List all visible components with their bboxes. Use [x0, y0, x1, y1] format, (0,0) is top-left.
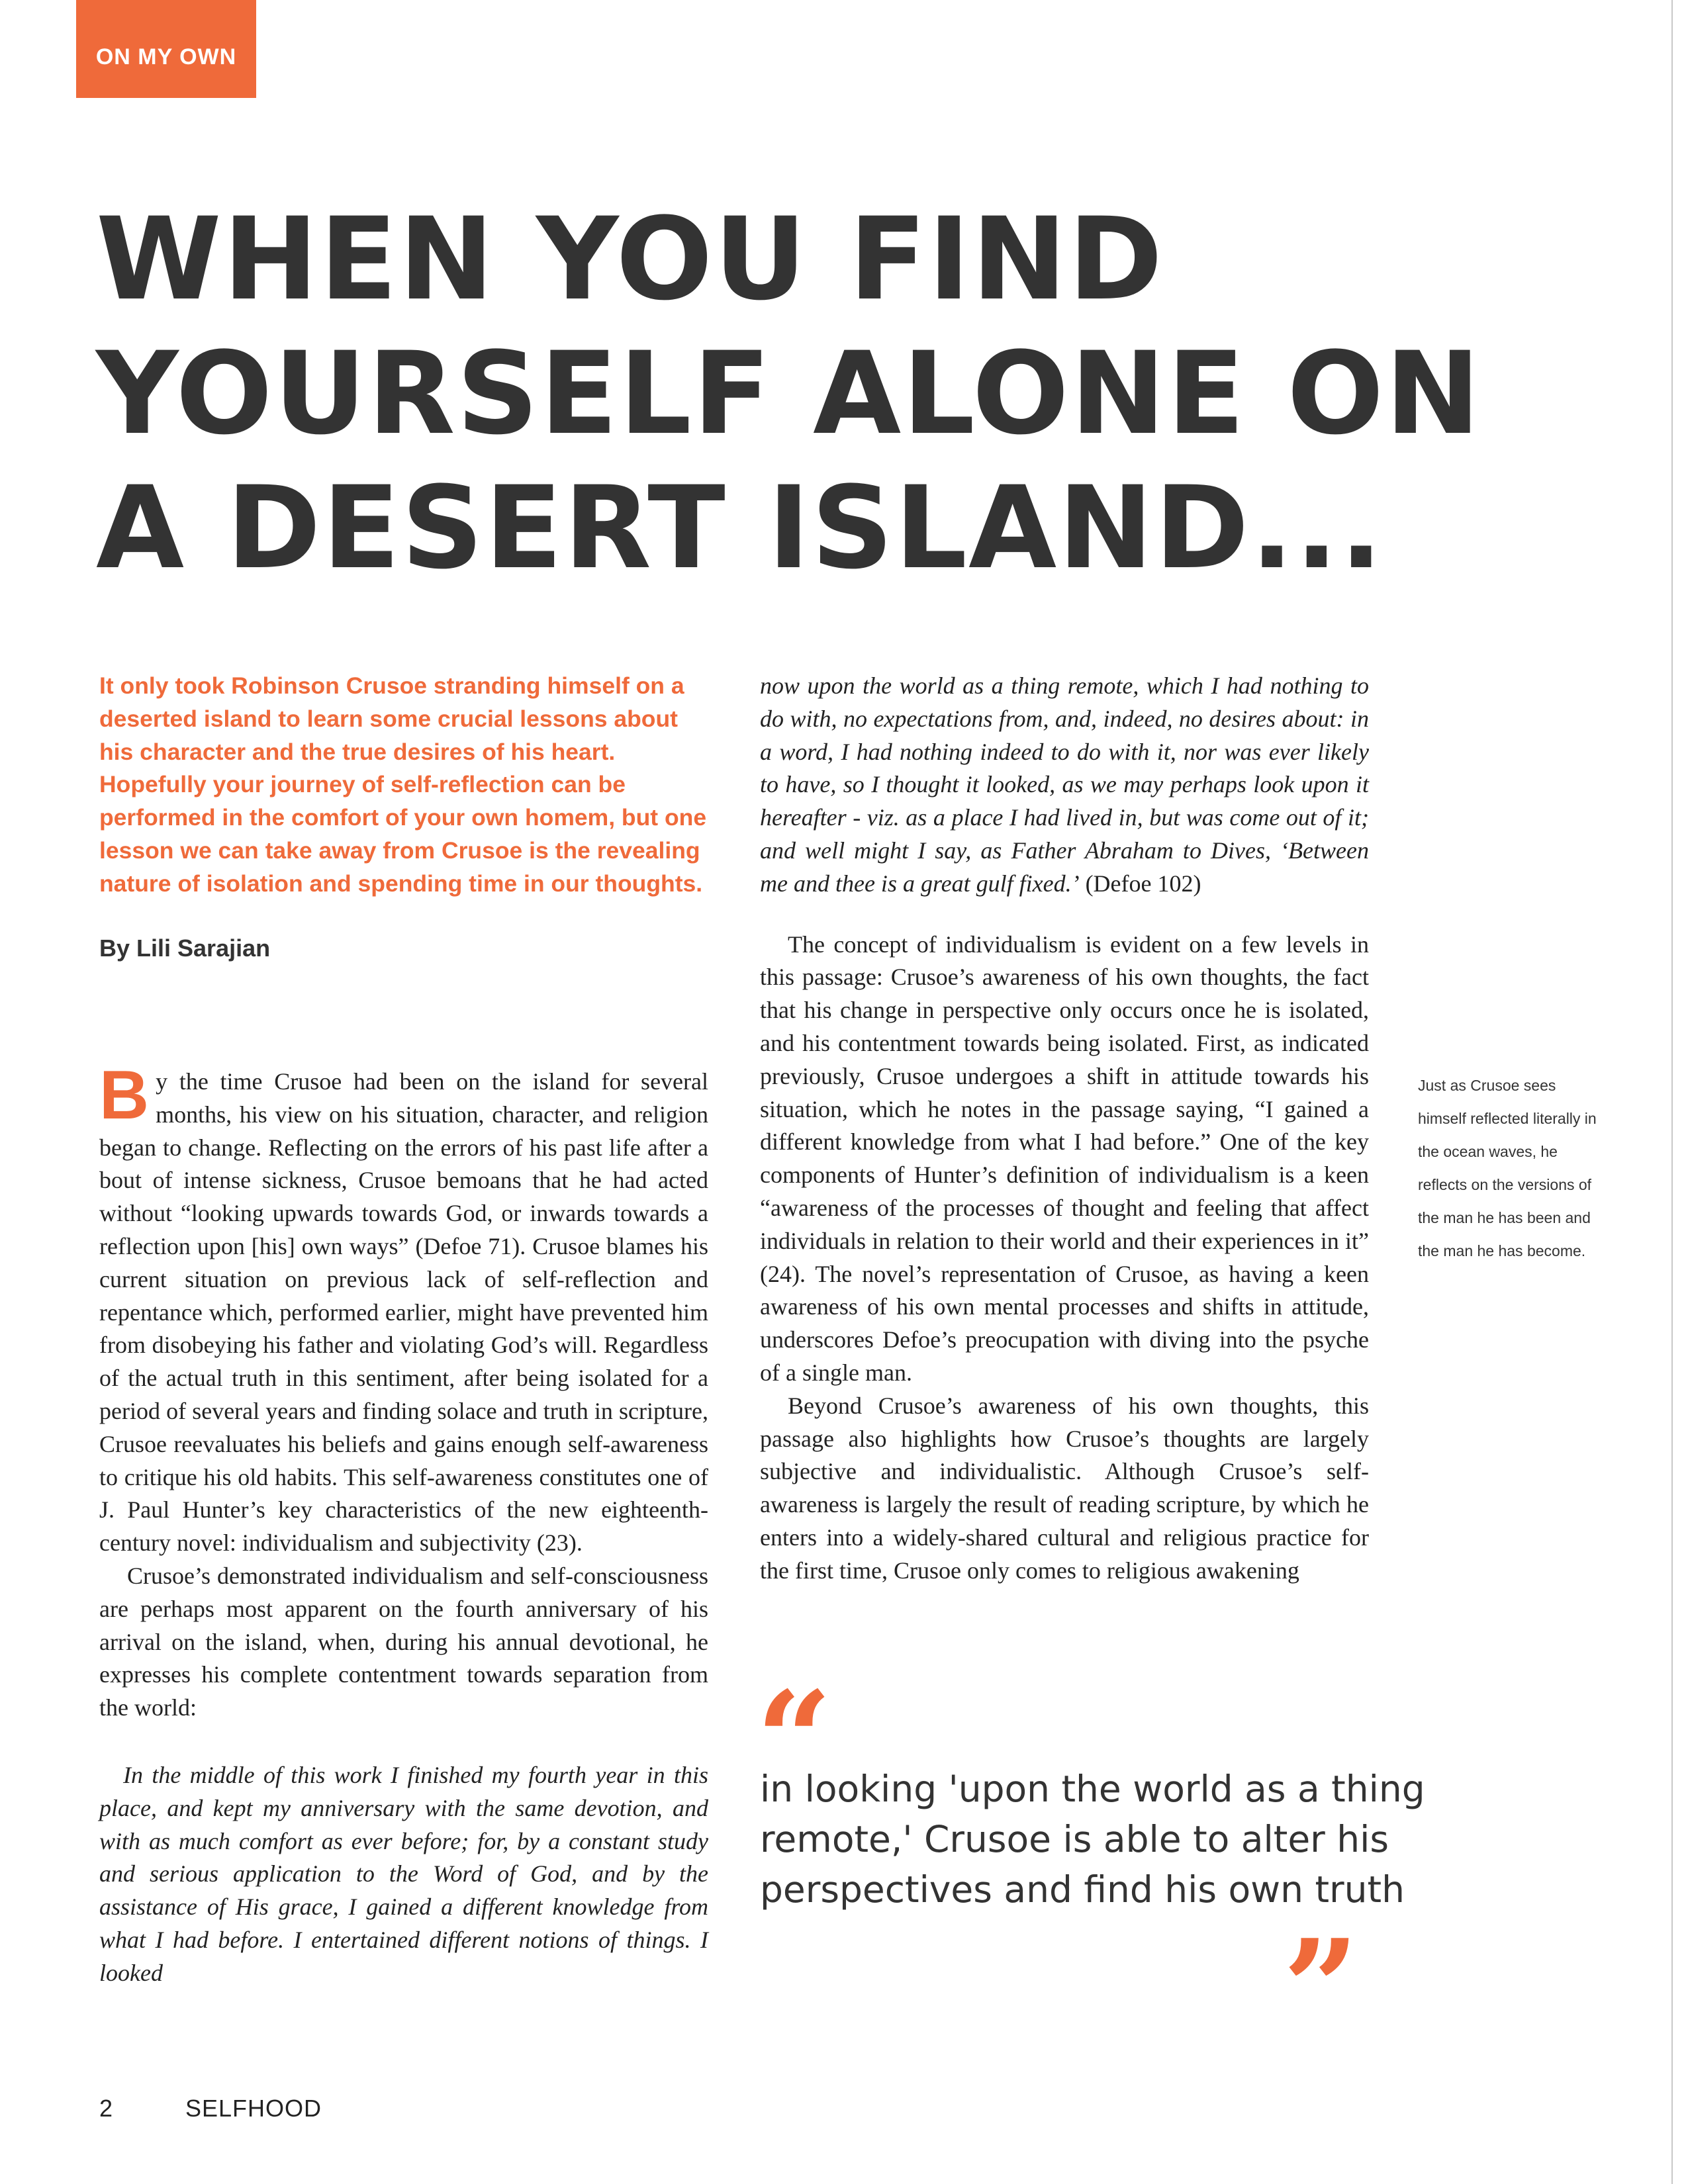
section-tag: ON MY OWN	[76, 0, 256, 98]
page-number: 2	[99, 2095, 113, 2122]
block-quote-part-2-text: now upon the world as a thing remote, which I had nothing to do with, no expectations from, and, indeed, no desires about: in a word, I had nothing indeed to do with it, nor was ever likely to have, so I thought it looked, as we may perhaps look upon it hereafter - viz. as a place I had lived in, but was come out of it; and well might I say, as Father Abraham to Dives, ‘Between me and thee is a great gulf fixed.’	[760, 672, 1369, 897]
body-column-right	[760, 670, 1369, 1588]
side-caption: Just as Crusoe sees himself reflected literally in the ocean waves, he reflects on the versions of the man he has been and the man he has become.	[1418, 1077, 1597, 1259]
headline-line-2: YOURSELF ALONE ON	[96, 327, 1482, 460]
headline-line-1: WHEN YOU FIND	[96, 193, 1164, 326]
block-quote-citation: (Defoe 102)	[1079, 870, 1201, 897]
open-quote-mark-icon: “	[756, 1662, 833, 1818]
page-edge-divider	[1671, 0, 1673, 2184]
body-paragraph-4: Beyond Crusoe’s awareness of his own thoughts, this passage also highlights how Crusoe’s thoughts are largely subjective and individualistic. Although Crusoe’s self-awareness is largely the result of reading scripture, by which he enters into a widely-shared cultural and religious practice for the first time, Crusoe only comes to religious awakening	[760, 1392, 1369, 1584]
magazine-name: SELFHOOD	[185, 2095, 322, 2122]
paragraph-gap	[760, 901, 1369, 929]
body-paragraph-1	[99, 1057, 708, 1560]
article-deck: It only took Robinson Crusoe stranding himself on a deserted island to learn some crucial lessons about his character and the true desires of his heart. Hopefully your journey of self-reflection can be performed in the comfort of your own homem, but one lesson we can take away from Crusoe is the revealing nature of isolation and spending time in our thoughts.	[99, 672, 707, 897]
block-quote-part-2	[760, 670, 1369, 901]
headline	[96, 192, 1618, 595]
drop-cap: B	[99, 1057, 150, 1134]
block-quote-part-1: In the middle of this work I finished my fourth year in this place, and kept my anniversary with the same devotion, and with as much comfort as ever before; for, by a constant study and serious application to the Word of God, and by the assistance of His grace, I gained a different knowledge from what I had before. I entertained different notions of things. I looked	[99, 1761, 708, 1986]
close-quote-mark-icon: ”	[1283, 1911, 1360, 2066]
body-column-left	[99, 1057, 708, 1990]
body-paragraph-1-text: y the time Crusoe had been on the island for several months, his view on his situation, character, and religion began to change. Reflecting on the errors of his past life after a bout of intense sickness, Crusoe bemoans that he had acted without “looking upwards towards God, or inwards towards a reflection upon [his] own ways” (Defoe 71). Crusoe blames his current situation on previous lack of self-reflection and repentance which, performed earlier, might have prevented him from disobeying his father and violating God’s will. Regardless of the actual truth in this sentiment, after being isolated for a period of several years and finding solace and truth in scripture, Crusoe reevaluates his beliefs and gains enough self-awareness to critique his old habits. This self-awareness constitutes one of J. Paul Hunter’s key characteristics of the new eighteenth-century novel: individualism and subjectivity (23).	[99, 1068, 708, 1557]
pull-quote: in looking 'upon the world as a thing remote,' Crusoe is able to alter his perspectives and find his own truth	[760, 1768, 1425, 1911]
headline-line-3: A DESERT ISLAND...	[96, 461, 1384, 594]
body-paragraph-2: Crusoe’s demonstrated individualism and self-consciousness are perhaps most apparent on the fourth anniversary of his arrival on the island, when, during his annual devotional, he expresses his complete contentment towards separation from the world:	[99, 1562, 708, 1721]
body-paragraph-3: The concept of individualism is evident on a few levels in this passage: Crusoe’s awareness of his own thoughts, the fact that his change in perspective only occurs once he is isolated, and his contentment towards being isolated. First, as indicated previously, Crusoe undergoes a shift in attitude towards his situation, which he notes in the passage saying, “I gained a different knowledge from what I had before.” One of the key components of Hunter’s definition of individualism is a keen “awareness of the processes of thought and feeling that affect individuals in relation to their world and their experiences in it” (24). The novel’s representation of Crusoe, as having a keen awareness of his own mental processes and shifts in attitude, underscores Defoe’s preocupation with diving into the psyche of a single man.	[760, 931, 1369, 1386]
byline: By Lili Sarajian	[99, 934, 271, 962]
